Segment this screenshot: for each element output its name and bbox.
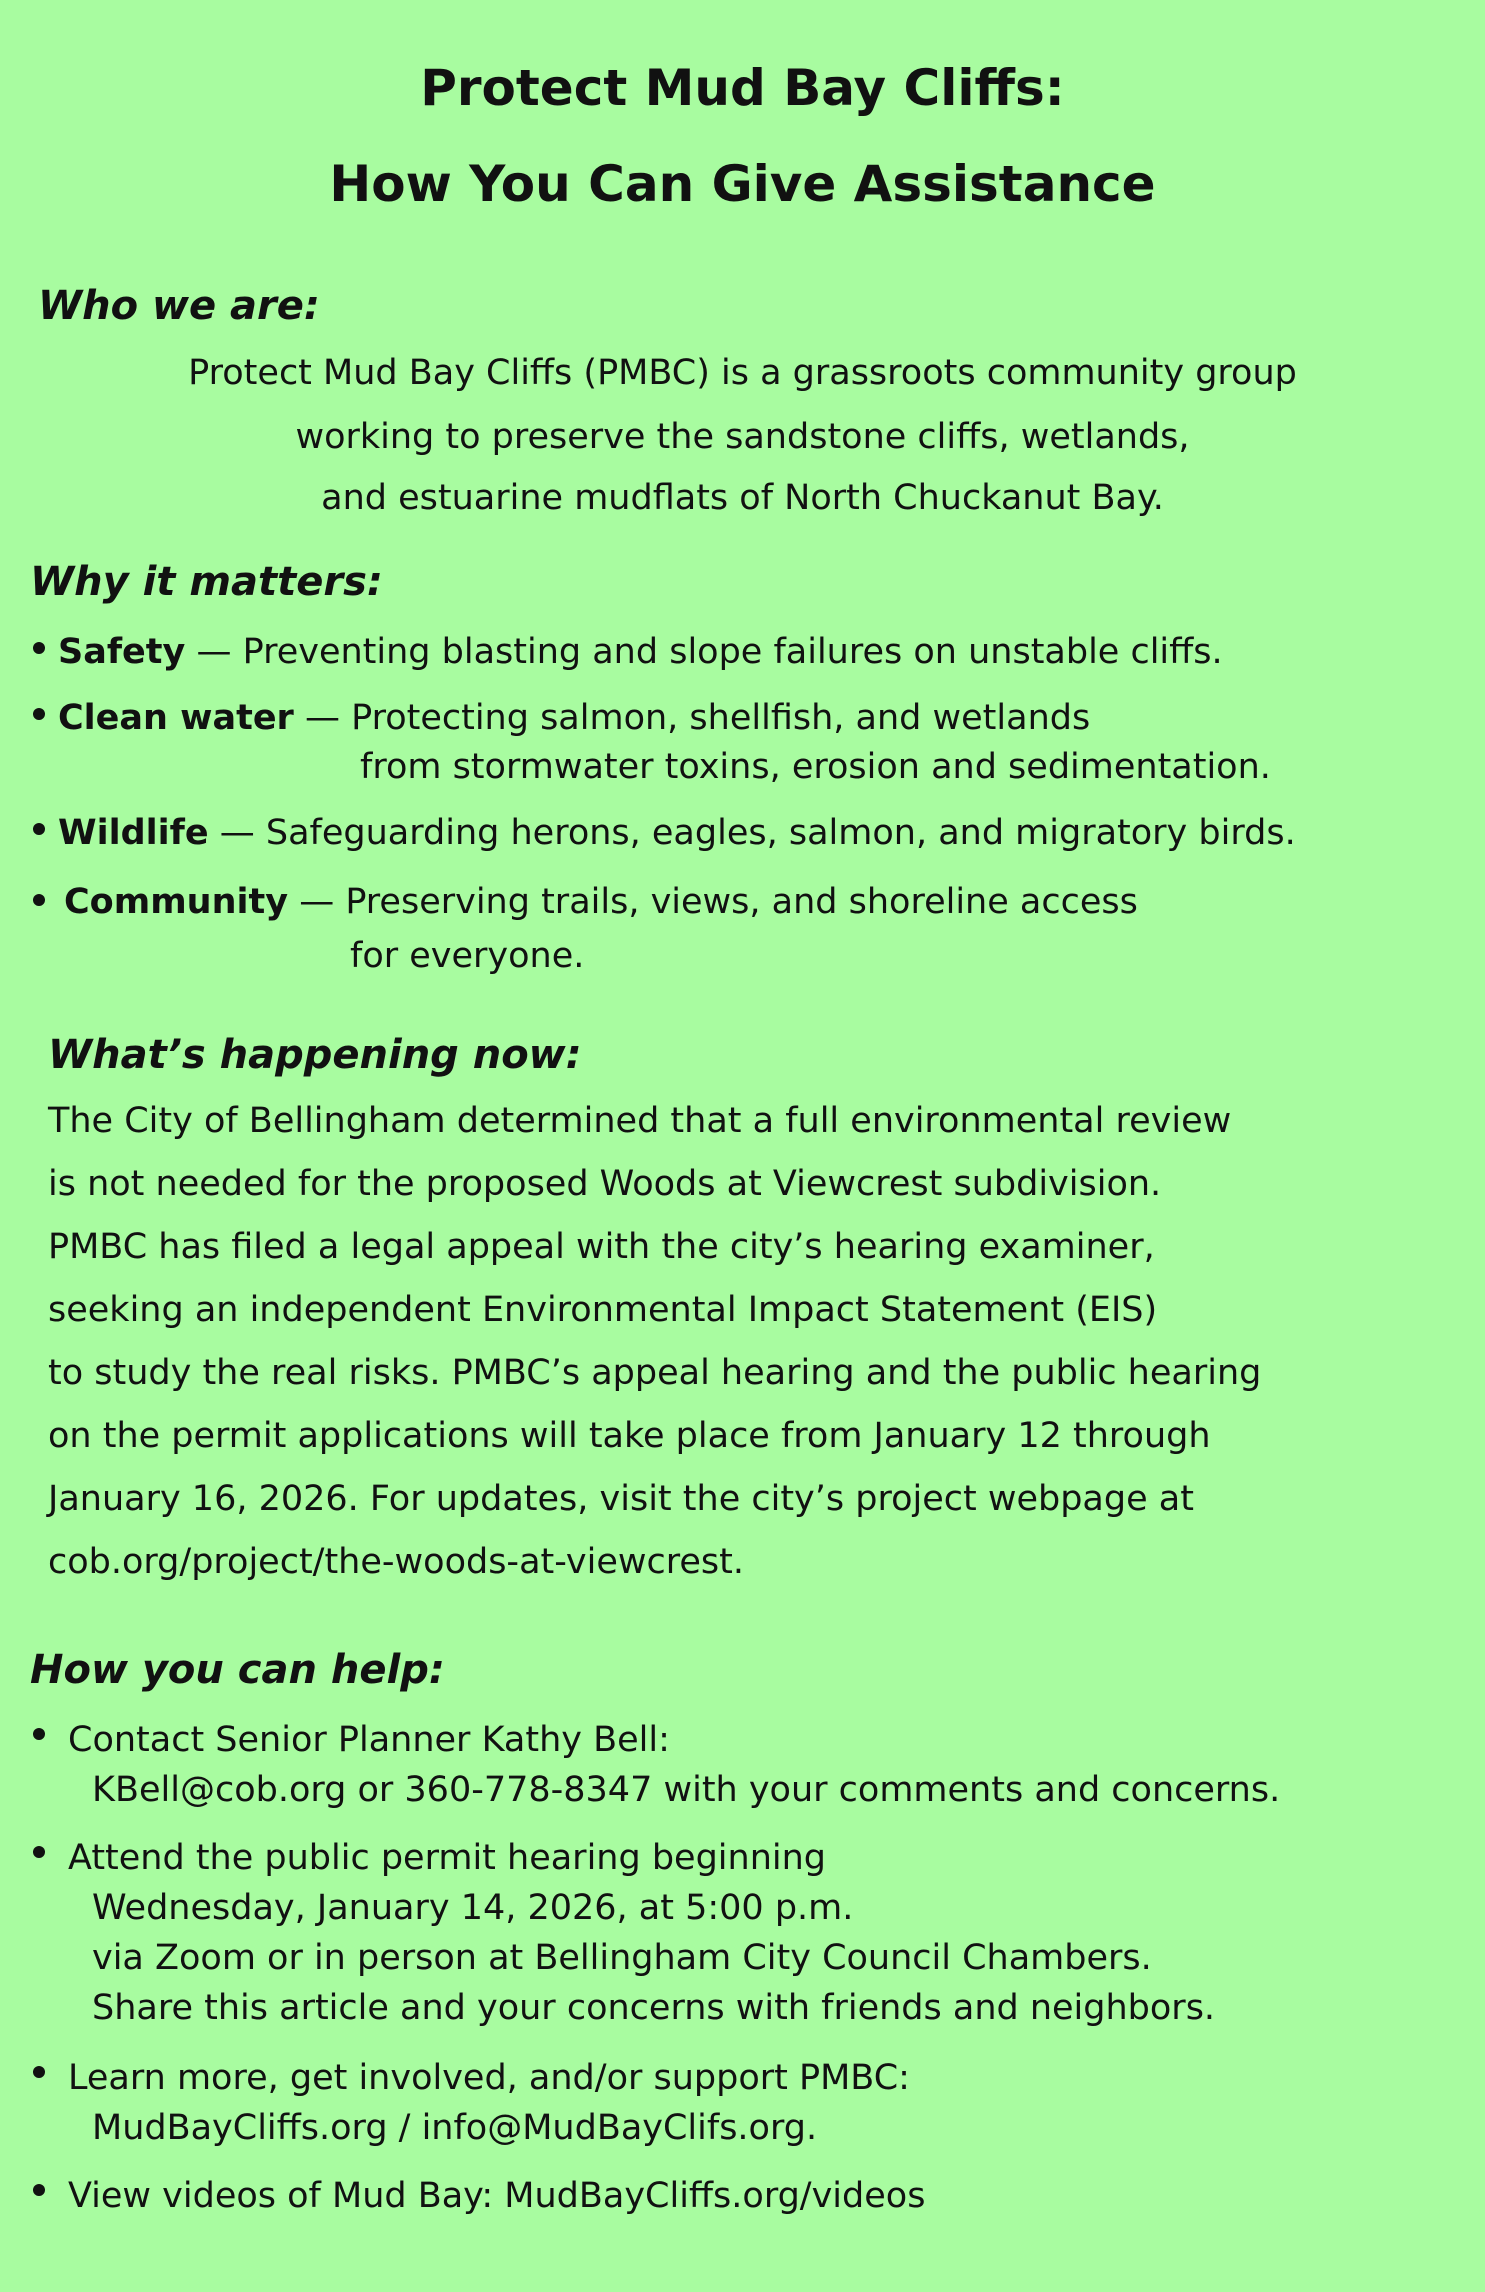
whats-happening-heading: What’s happening now:: [48, 1032, 582, 1078]
bullet-icon: [33, 642, 45, 654]
why-cont-clean-water: from stormwater toxins, erosion and sedimentation.: [360, 747, 1271, 787]
why-term-wildlife: Wildlife: [58, 813, 209, 853]
now-line-7: January 16, 2026. For updates, visit the city’s project webpage at: [48, 1479, 1194, 1519]
now-line-1: The City of Bellingham determined that a full environmental review: [48, 1101, 1232, 1141]
why-text-wildlife: — Safeguarding herons, eagles, salmon, and migratory birds.: [208, 813, 1296, 853]
help-2-line-3: via Zoom or in person at Bellingham City Council Chambers.: [92, 1938, 1152, 1978]
bullet-icon: [33, 1846, 45, 1858]
bullet-icon: [33, 1728, 45, 1740]
who-we-are-heading: Who we are:: [38, 283, 320, 329]
why-text-community: — Preserving trails, views, and shoreline access: [288, 882, 1138, 922]
bullet-icon: [33, 2066, 45, 2078]
bullet-icon: [33, 2184, 45, 2196]
why-term-safety: Safety: [58, 632, 186, 672]
now-line-6: on the permit applications will take place from January 12 through: [48, 1416, 1211, 1456]
bullet-icon: [33, 823, 45, 835]
now-line-3: PMBC has filed a legal appeal with the city’s hearing examiner,: [48, 1227, 1155, 1267]
help-2-line-4: Share this article and your concerns with friends and neighbors.: [92, 1988, 1216, 2028]
bullet-icon: [33, 894, 45, 906]
help-1-line-2: KBell@cob.org or 360-778-8347 with your comments and concerns.: [92, 1770, 1281, 1810]
who-line-3: and estuarine mudflats of North Chuckanut Bay.: [321, 478, 1164, 518]
who-line-1: Protect Mud Bay Cliffs (PMBC) is a grassroots community group: [188, 353, 1297, 393]
page-title-line-1: Protect Mud Bay Cliffs:: [420, 59, 1065, 117]
why-item-community: [64, 878, 1138, 926]
why-item-safety: [58, 628, 1223, 676]
why-item-wildlife: [58, 809, 1296, 857]
page-title-line-2: How You Can Give Assistance: [329, 155, 1156, 213]
now-line-2: is not needed for the proposed Woods at Viewcrest subdivision.: [48, 1164, 1162, 1204]
help-3-line-1: Learn more, get involved, and/or support PMBC:: [68, 2058, 910, 2098]
now-line-4: seeking an independent Environmental Impact Statement (EIS): [48, 1290, 1158, 1330]
why-item-clean-water: [58, 694, 1090, 742]
why-term-community: Community: [64, 882, 289, 922]
why-it-matters-heading: Why it matters:: [30, 559, 383, 605]
help-1-line-1: Contact Senior Planner Kathy Bell:: [68, 1720, 670, 1760]
help-4-line-1: View videos of Mud Bay: MudBayCliffs.org/videos: [68, 2176, 926, 2216]
how-you-can-help-heading: How you can help:: [30, 1647, 445, 1693]
why-term-clean-water: Clean water: [58, 698, 294, 738]
why-text-clean-water: — Protecting salmon, shellfish, and wetlands: [293, 698, 1091, 738]
help-2-line-1: Attend the public permit hearing beginning: [68, 1838, 827, 1878]
bullet-icon: [33, 708, 45, 720]
now-line-8: cob.org/project/the-woods-at-viewcrest.: [48, 1542, 745, 1582]
why-cont-community: for everyone.: [350, 936, 585, 976]
who-line-2: working to preserve the sandstone cliffs, wetlands,: [295, 417, 1190, 457]
help-2-line-2: Wednesday, January 14, 2026, at 5:00 p.m.: [92, 1888, 854, 1928]
now-line-5: to study the real risks. PMBC’s appeal hearing and the public hearing: [48, 1353, 1262, 1393]
help-3-line-2: MudBayCliffs.org / info@MudBayClifs.org.: [92, 2108, 818, 2148]
why-text-safety: — Preventing blasting and slope failures on unstable cliffs.: [185, 632, 1223, 672]
